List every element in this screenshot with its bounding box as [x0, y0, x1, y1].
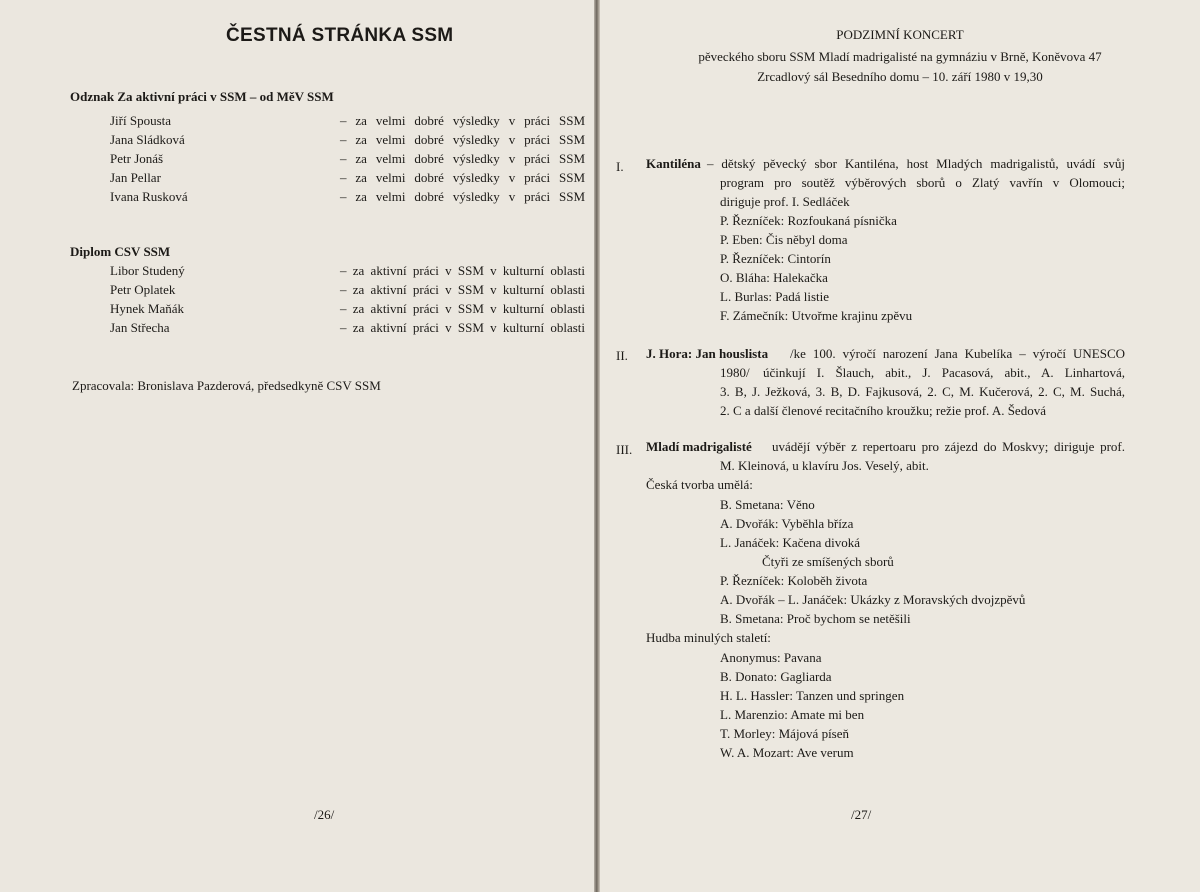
diploma-reason: – za aktivní práci v SSM v kulturní oblasti: [340, 301, 585, 316]
piece-title: Proč bychom se netěšili: [786, 611, 911, 626]
composer: P. Řezníček:: [720, 573, 785, 588]
composer: A. Dvořák:: [720, 516, 779, 531]
composer: L. Marenzio:: [720, 707, 788, 722]
concert-title: PODZIMNÍ KONCERT: [836, 27, 964, 42]
piece-title: Čis něbyl doma: [765, 232, 848, 247]
program-item: [720, 725, 849, 743]
composer: A. Dvořák – L. Janáček:: [720, 592, 848, 607]
program-item: [720, 687, 904, 705]
program-item: [720, 250, 831, 268]
piece-title: Májová píseň: [778, 726, 850, 741]
composer: B. Smetana:: [720, 611, 784, 626]
program-item: [720, 269, 828, 287]
part-numeral: II.: [616, 348, 628, 363]
program-item: [720, 610, 911, 628]
composer: P. Řezníček:: [720, 251, 785, 266]
diploma-reason: – za aktivní práci v SSM v kulturní oblasti: [340, 263, 585, 278]
piece-title: Amate mi ben: [790, 707, 865, 722]
part-description: uvádějí výběr z repertoaru pro zájezd do Moskvy; diriguje prof.: [772, 439, 1125, 454]
diploma-name: Hynek Maňák: [110, 301, 185, 316]
page-title: ČESTNÁ STRÁNKA SSM: [226, 25, 454, 46]
piece-title: Rozfoukaná písnička: [787, 213, 897, 228]
composer: H. L. Hassler:: [720, 688, 793, 703]
piece-title: Věno: [786, 497, 815, 512]
program-item: [720, 534, 860, 552]
program-item: [720, 668, 832, 686]
left-page: [0, 0, 594, 892]
piece-title: Cintorín: [787, 251, 831, 266]
part-description: 3. B, J. Ježková, 3. B, D. Fajkusová, 2. C, M. Kučerová, 2. C, M. Suchá,: [720, 384, 1125, 399]
composer: W. A. Mozart:: [720, 745, 794, 760]
award-name: Jan Pellar: [110, 170, 161, 185]
piece-title: Gagliarda: [780, 669, 832, 684]
part-description: účinkují I. Šlauch, abit., J. Pacasová, abit., A. Linhartová,: [763, 365, 1125, 380]
diploma-name: Jan Střecha: [110, 320, 170, 335]
composer: P. Řezníček:: [720, 213, 785, 228]
award-name: Jana Sládková: [110, 132, 185, 147]
program-item: [720, 591, 1025, 609]
award-name: Ivana Rusková: [110, 189, 188, 204]
part-description: – dětský pěvecký sbor Kantiléna, host Mladých madrigalistů, uvádí svůj: [707, 156, 1125, 171]
piece-title: Pavana: [783, 650, 822, 665]
program-item: [720, 706, 864, 724]
part-description: 1980/: [720, 365, 750, 380]
program-item: [720, 307, 912, 325]
part-lead: Kantiléna: [646, 156, 701, 171]
part-numeral: III.: [616, 442, 633, 457]
right-page: [600, 0, 1200, 892]
page-number: /27/: [851, 807, 872, 822]
program-item: [720, 496, 815, 514]
diploma-name: Petr Oplatek: [110, 282, 176, 297]
program-item: [720, 744, 854, 762]
section-heading-badge: Odznak Za aktivní práci v SSM – od MěV SSM: [70, 89, 334, 104]
piece-title: Koloběh života: [787, 573, 868, 588]
program-item: [720, 649, 821, 667]
composer: P. Eben:: [720, 232, 763, 247]
program-item: [720, 231, 847, 249]
award-reason: – za velmi dobré výsledky v práci SSM: [340, 189, 585, 204]
composer: O. Bláha:: [720, 270, 770, 285]
award-reason: – za velmi dobré výsledky v práci SSM: [340, 132, 585, 147]
award-reason: – za velmi dobré výsledky v práci SSM: [340, 170, 585, 185]
part-description: diriguje prof. I. Sedláček: [720, 194, 850, 209]
award-reason: – za velmi dobré výsledky v práci SSM: [340, 113, 585, 128]
piece-title: Ave verum: [796, 745, 854, 760]
program-item: [720, 288, 829, 306]
piece-title: Halekačka: [773, 270, 828, 285]
part-description: program pro soutěž výběrových sborů o Zlatý vavřín v Olomouci;: [720, 175, 1125, 190]
part-description: /ke 100. výročí narození Jana Kubelíka – výročí UNESCO: [790, 346, 1125, 361]
piece-title: Kačena divoká: [782, 535, 861, 550]
composer: B. Smetana:: [720, 497, 784, 512]
composer: B. Donato:: [720, 669, 778, 684]
composer: Anonymus:: [720, 650, 781, 665]
composer: F. Zámečník:: [720, 308, 789, 323]
part-lead: J. Hora: Jan houslista: [646, 346, 769, 361]
piece-title: Padá listie: [775, 289, 830, 304]
award-name: Petr Jonáš: [110, 151, 164, 166]
part-description: 2. C a další členové recitačního kroužku; režie prof. A. Šedová: [720, 403, 1046, 418]
piece-title: Utvořme krajinu zpěvu: [791, 308, 913, 323]
piece-title: Tanzen und springen: [795, 688, 905, 703]
section-heading-diploma: Diplom CSV SSM: [70, 244, 171, 259]
category-heading: Česká tvorba umělá:: [646, 477, 753, 492]
concert-subtitle: pěveckého sboru SSM Mladí madrigalisté na gymnáziu v Brně, Koněvova 47: [698, 49, 1102, 64]
category-heading: Hudba minulých staletí:: [646, 630, 771, 645]
composer: T. Morley:: [720, 726, 776, 741]
program-item: [720, 572, 867, 590]
award-reason: – za velmi dobré výsledky v práci SSM: [340, 151, 585, 166]
diploma-reason: – za aktivní práci v SSM v kulturní oblasti: [340, 320, 585, 335]
part-numeral: I.: [616, 159, 624, 174]
composer: L. Burlas:: [720, 289, 772, 304]
program-item: [720, 212, 897, 230]
piece-title: Vyběhla bříza: [781, 516, 854, 531]
concert-venue-date: Zrcadlový sál Besedního domu – 10. září 1980 v 19,30: [757, 69, 1043, 84]
part-description: M. Kleinová, u klavíru Jos. Veselý, abit.: [720, 458, 929, 473]
diploma-name: Libor Studený: [110, 263, 185, 278]
composer: L. Janáček:: [720, 535, 780, 550]
prepared-by: Zpracovala: Bronislava Pazderová, předsedkyně CSV SSM: [72, 378, 381, 393]
page-number: /26/: [314, 807, 335, 822]
bleed-through-text: [60, 50, 63, 512]
program-item: [720, 515, 853, 533]
diploma-reason: – za aktivní práci v SSM v kulturní oblasti: [340, 282, 585, 297]
award-name: Jiří Spousta: [110, 113, 172, 128]
category-heading: Čtyři ze smíšených sborů: [762, 554, 894, 569]
piece-title: Ukázky z Moravských dvojzpěvů: [850, 592, 1026, 607]
part-lead: Mladí madrigalisté: [646, 439, 752, 454]
